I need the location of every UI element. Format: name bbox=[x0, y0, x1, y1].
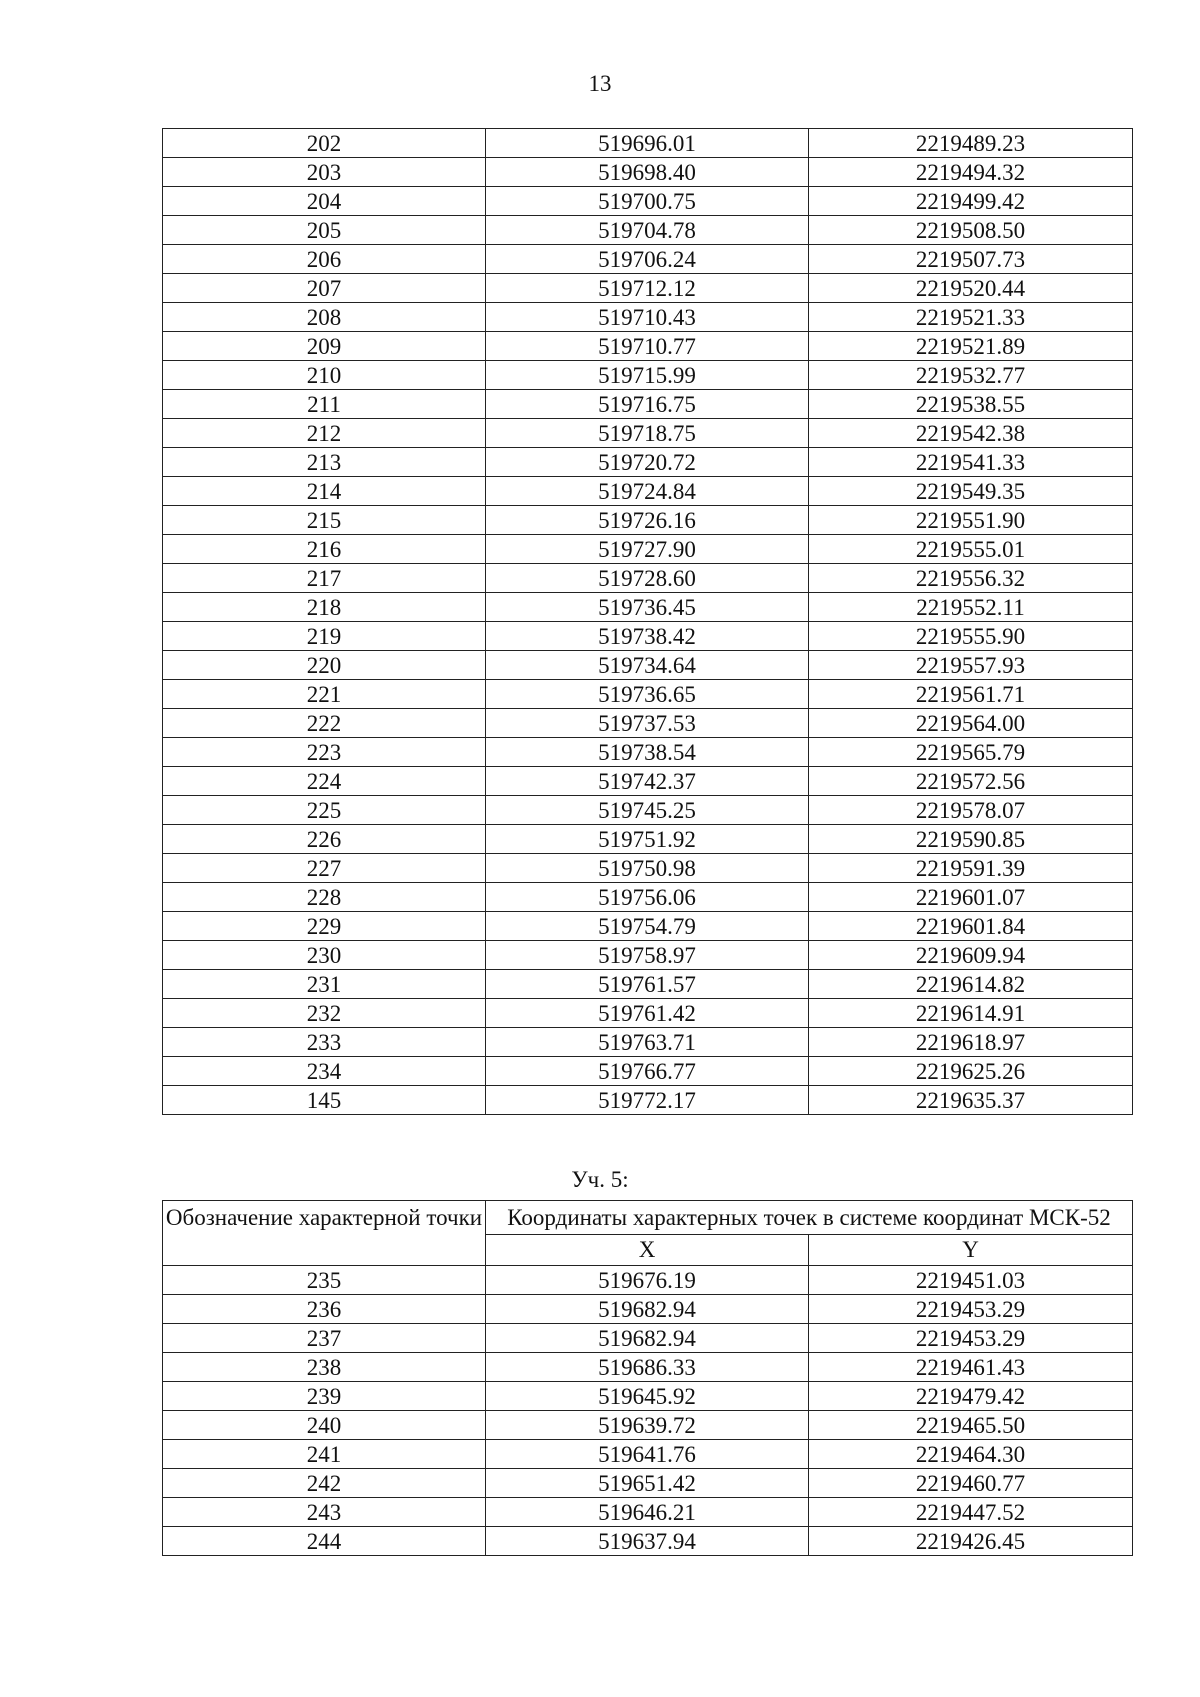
x-coordinate-cell: 519716.75 bbox=[486, 390, 809, 419]
table-row bbox=[163, 535, 1133, 564]
table-row bbox=[163, 1498, 1133, 1527]
x-coordinate-cell: 519736.65 bbox=[486, 680, 809, 709]
point-number-cell: 204 bbox=[163, 187, 486, 216]
x-coordinate-cell: 519751.92 bbox=[486, 825, 809, 854]
y-coordinate-cell: 2219578.07 bbox=[809, 796, 1133, 825]
y-coordinate-cell: 2219561.71 bbox=[809, 680, 1133, 709]
table-row bbox=[163, 1527, 1133, 1556]
table-row bbox=[163, 245, 1133, 274]
y-coordinate-cell: 2219426.45 bbox=[809, 1527, 1133, 1556]
table-row bbox=[163, 1324, 1133, 1353]
point-number-cell: 230 bbox=[163, 941, 486, 970]
point-number-cell: 228 bbox=[163, 883, 486, 912]
table-row bbox=[163, 1440, 1133, 1469]
y-coordinate-cell: 2219551.90 bbox=[809, 506, 1133, 535]
point-number-cell: 226 bbox=[163, 825, 486, 854]
x-coordinate-cell: 519726.16 bbox=[486, 506, 809, 535]
coordinates-table-plot-5-body bbox=[163, 1266, 1133, 1556]
y-coordinate-cell: 2219489.23 bbox=[809, 129, 1133, 158]
x-coordinate-cell: 519641.76 bbox=[486, 1440, 809, 1469]
point-number-cell: 224 bbox=[163, 767, 486, 796]
point-number-cell: 243 bbox=[163, 1498, 486, 1527]
coordinates-table-top-body bbox=[163, 129, 1133, 1115]
page-number: 13 bbox=[588, 71, 612, 96]
x-coordinate-cell: 519720.72 bbox=[486, 448, 809, 477]
table-row bbox=[163, 883, 1133, 912]
x-coordinate-cell: 519763.71 bbox=[486, 1028, 809, 1057]
x-coordinate-cell: 519758.97 bbox=[486, 941, 809, 970]
point-number-cell: 205 bbox=[163, 216, 486, 245]
x-coordinate-cell: 519712.12 bbox=[486, 274, 809, 303]
table-row bbox=[163, 825, 1133, 854]
x-coordinate-cell: 519718.75 bbox=[486, 419, 809, 448]
table-row bbox=[163, 1057, 1133, 1086]
header-x: X bbox=[486, 1235, 809, 1266]
table-row bbox=[163, 332, 1133, 361]
point-number-cell: 210 bbox=[163, 361, 486, 390]
table-row bbox=[163, 1469, 1133, 1498]
table-row bbox=[163, 448, 1133, 477]
x-coordinate-cell: 519724.84 bbox=[486, 477, 809, 506]
coordinates-table-top bbox=[162, 128, 1133, 1115]
table-row bbox=[163, 274, 1133, 303]
point-number-cell: 203 bbox=[163, 158, 486, 187]
y-coordinate-cell: 2219451.03 bbox=[809, 1266, 1133, 1295]
point-number-cell: 215 bbox=[163, 506, 486, 535]
x-coordinate-cell: 519651.42 bbox=[486, 1469, 809, 1498]
y-coordinate-cell: 2219521.89 bbox=[809, 332, 1133, 361]
table-row bbox=[163, 477, 1133, 506]
x-coordinate-cell: 519645.92 bbox=[486, 1382, 809, 1411]
point-number-cell: 217 bbox=[163, 564, 486, 593]
y-coordinate-cell: 2219590.85 bbox=[809, 825, 1133, 854]
x-coordinate-cell: 519772.17 bbox=[486, 1086, 809, 1115]
y-coordinate-cell: 2219614.82 bbox=[809, 970, 1133, 999]
x-coordinate-cell: 519710.77 bbox=[486, 332, 809, 361]
point-number-cell: 225 bbox=[163, 796, 486, 825]
y-coordinate-cell: 2219618.97 bbox=[809, 1028, 1133, 1057]
y-coordinate-cell: 2219564.00 bbox=[809, 709, 1133, 738]
y-coordinate-cell: 2219453.29 bbox=[809, 1295, 1133, 1324]
table-row bbox=[163, 1382, 1133, 1411]
table-row bbox=[163, 564, 1133, 593]
point-number-cell: 221 bbox=[163, 680, 486, 709]
x-coordinate-cell: 519704.78 bbox=[486, 216, 809, 245]
y-coordinate-cell: 2219460.77 bbox=[809, 1469, 1133, 1498]
point-number-cell: 234 bbox=[163, 1057, 486, 1086]
x-coordinate-cell: 519696.01 bbox=[486, 129, 809, 158]
table-row bbox=[163, 912, 1133, 941]
table-row bbox=[163, 709, 1133, 738]
x-coordinate-cell: 519754.79 bbox=[486, 912, 809, 941]
y-coordinate-cell: 2219499.42 bbox=[809, 187, 1133, 216]
table-row bbox=[163, 767, 1133, 796]
x-coordinate-cell: 519727.90 bbox=[486, 535, 809, 564]
y-coordinate-cell: 2219555.01 bbox=[809, 535, 1133, 564]
point-number-cell: 218 bbox=[163, 593, 486, 622]
table-row bbox=[163, 361, 1133, 390]
point-number-cell: 145 bbox=[163, 1086, 486, 1115]
y-coordinate-cell: 2219556.32 bbox=[809, 564, 1133, 593]
header-coordinates-system: Координаты характерных точек в системе координат МСК-52 bbox=[486, 1201, 1133, 1235]
y-coordinate-cell: 2219601.07 bbox=[809, 883, 1133, 912]
header-y: Y bbox=[809, 1235, 1133, 1266]
point-number-cell: 232 bbox=[163, 999, 486, 1028]
x-coordinate-cell: 519637.94 bbox=[486, 1527, 809, 1556]
x-coordinate-cell: 519738.42 bbox=[486, 622, 809, 651]
point-number-cell: 202 bbox=[163, 129, 486, 158]
point-number-cell: 222 bbox=[163, 709, 486, 738]
y-coordinate-cell: 2219625.26 bbox=[809, 1057, 1133, 1086]
table-row bbox=[163, 1266, 1133, 1295]
table-row bbox=[163, 999, 1133, 1028]
y-coordinate-cell: 2219538.55 bbox=[809, 390, 1133, 419]
x-coordinate-cell: 519676.19 bbox=[486, 1266, 809, 1295]
point-number-cell: 235 bbox=[163, 1266, 486, 1295]
x-coordinate-cell: 519646.21 bbox=[486, 1498, 809, 1527]
y-coordinate-cell: 2219541.33 bbox=[809, 448, 1133, 477]
table-row bbox=[163, 187, 1133, 216]
table-row bbox=[163, 1028, 1133, 1057]
table-row bbox=[163, 1295, 1133, 1324]
y-coordinate-cell: 2219447.52 bbox=[809, 1498, 1133, 1527]
point-number-cell: 209 bbox=[163, 332, 486, 361]
x-coordinate-cell: 519715.99 bbox=[486, 361, 809, 390]
x-coordinate-cell: 519682.94 bbox=[486, 1324, 809, 1353]
x-coordinate-cell: 519736.45 bbox=[486, 593, 809, 622]
table-row bbox=[163, 216, 1133, 245]
x-coordinate-cell: 519750.98 bbox=[486, 854, 809, 883]
y-coordinate-cell: 2219453.29 bbox=[809, 1324, 1133, 1353]
table-row bbox=[163, 622, 1133, 651]
x-coordinate-cell: 519728.60 bbox=[486, 564, 809, 593]
y-coordinate-cell: 2219565.79 bbox=[809, 738, 1133, 767]
point-number-cell: 238 bbox=[163, 1353, 486, 1382]
y-coordinate-cell: 2219552.11 bbox=[809, 593, 1133, 622]
point-number-cell: 227 bbox=[163, 854, 486, 883]
table-row bbox=[163, 651, 1133, 680]
table-row bbox=[163, 506, 1133, 535]
x-coordinate-cell: 519761.42 bbox=[486, 999, 809, 1028]
header-row bbox=[163, 1201, 1133, 1235]
point-number-cell: 206 bbox=[163, 245, 486, 274]
x-coordinate-cell: 519737.53 bbox=[486, 709, 809, 738]
x-coordinate-cell: 519766.77 bbox=[486, 1057, 809, 1086]
point-number-cell: 208 bbox=[163, 303, 486, 332]
table-row bbox=[163, 158, 1133, 187]
y-coordinate-cell: 2219532.77 bbox=[809, 361, 1133, 390]
x-coordinate-cell: 519639.72 bbox=[486, 1411, 809, 1440]
x-coordinate-cell: 519738.54 bbox=[486, 738, 809, 767]
x-coordinate-cell: 519706.24 bbox=[486, 245, 809, 274]
y-coordinate-cell: 2219635.37 bbox=[809, 1086, 1133, 1115]
table-row bbox=[163, 941, 1133, 970]
y-coordinate-cell: 2219609.94 bbox=[809, 941, 1133, 970]
y-coordinate-cell: 2219601.84 bbox=[809, 912, 1133, 941]
y-coordinate-cell: 2219555.90 bbox=[809, 622, 1133, 651]
point-number-cell: 211 bbox=[163, 390, 486, 419]
x-coordinate-cell: 519745.25 bbox=[486, 796, 809, 825]
point-number-cell: 216 bbox=[163, 535, 486, 564]
x-coordinate-cell: 519742.37 bbox=[486, 767, 809, 796]
y-coordinate-cell: 2219572.56 bbox=[809, 767, 1133, 796]
table-row bbox=[163, 1353, 1133, 1382]
x-coordinate-cell: 519682.94 bbox=[486, 1295, 809, 1324]
point-number-cell: 244 bbox=[163, 1527, 486, 1556]
point-number-cell: 236 bbox=[163, 1295, 486, 1324]
point-number-cell: 229 bbox=[163, 912, 486, 941]
table-row bbox=[163, 390, 1133, 419]
point-number-cell: 241 bbox=[163, 1440, 486, 1469]
table-row bbox=[163, 970, 1133, 999]
x-coordinate-cell: 519700.75 bbox=[486, 187, 809, 216]
point-number-cell: 214 bbox=[163, 477, 486, 506]
point-number-cell: 242 bbox=[163, 1469, 486, 1498]
coordinates-table-plot-5 bbox=[162, 1200, 1133, 1556]
y-coordinate-cell: 2219465.50 bbox=[809, 1411, 1133, 1440]
table-row bbox=[163, 303, 1133, 332]
x-coordinate-cell: 519756.06 bbox=[486, 883, 809, 912]
point-number-cell: 219 bbox=[163, 622, 486, 651]
y-coordinate-cell: 2219549.35 bbox=[809, 477, 1133, 506]
y-coordinate-cell: 2219542.38 bbox=[809, 419, 1133, 448]
section-caption: Уч. 5: bbox=[571, 1167, 629, 1192]
point-number-cell: 207 bbox=[163, 274, 486, 303]
y-coordinate-cell: 2219479.42 bbox=[809, 1382, 1133, 1411]
point-number-cell: 233 bbox=[163, 1028, 486, 1057]
y-coordinate-cell: 2219494.32 bbox=[809, 158, 1133, 187]
coordinates-table-header bbox=[163, 1201, 1133, 1266]
table-row bbox=[163, 1411, 1133, 1440]
point-number-cell: 231 bbox=[163, 970, 486, 999]
y-coordinate-cell: 2219521.33 bbox=[809, 303, 1133, 332]
y-coordinate-cell: 2219557.93 bbox=[809, 651, 1133, 680]
table-row bbox=[163, 738, 1133, 767]
table-row bbox=[163, 854, 1133, 883]
header-point-designation: Обозначение характерной точки bbox=[163, 1201, 486, 1266]
table-row bbox=[163, 129, 1133, 158]
point-number-cell: 212 bbox=[163, 419, 486, 448]
x-coordinate-cell: 519710.43 bbox=[486, 303, 809, 332]
point-number-cell: 220 bbox=[163, 651, 486, 680]
x-coordinate-cell: 519734.64 bbox=[486, 651, 809, 680]
point-number-cell: 213 bbox=[163, 448, 486, 477]
x-coordinate-cell: 519761.57 bbox=[486, 970, 809, 999]
y-coordinate-cell: 2219591.39 bbox=[809, 854, 1133, 883]
y-coordinate-cell: 2219614.91 bbox=[809, 999, 1133, 1028]
point-number-cell: 240 bbox=[163, 1411, 486, 1440]
table-row bbox=[163, 419, 1133, 448]
table-row bbox=[163, 796, 1133, 825]
point-number-cell: 237 bbox=[163, 1324, 486, 1353]
x-coordinate-cell: 519698.40 bbox=[486, 158, 809, 187]
x-coordinate-cell: 519686.33 bbox=[486, 1353, 809, 1382]
point-number-cell: 223 bbox=[163, 738, 486, 767]
table-row bbox=[163, 593, 1133, 622]
table-row bbox=[163, 680, 1133, 709]
point-number-cell: 239 bbox=[163, 1382, 486, 1411]
y-coordinate-cell: 2219520.44 bbox=[809, 274, 1133, 303]
y-coordinate-cell: 2219464.30 bbox=[809, 1440, 1133, 1469]
y-coordinate-cell: 2219508.50 bbox=[809, 216, 1133, 245]
y-coordinate-cell: 2219507.73 bbox=[809, 245, 1133, 274]
table-row bbox=[163, 1086, 1133, 1115]
y-coordinate-cell: 2219461.43 bbox=[809, 1353, 1133, 1382]
